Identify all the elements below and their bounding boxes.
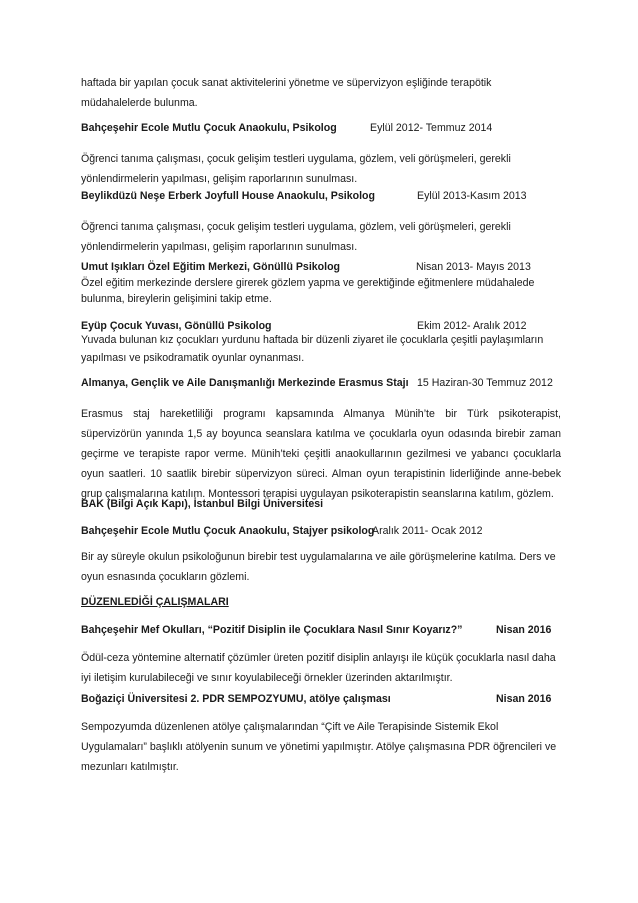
entry-date: Aralık 2011- Ocak 2012 bbox=[372, 525, 483, 537]
text-line: oyun esnasında çocukların gözlemi. bbox=[81, 571, 250, 583]
text-line: geçirme ve terapiste rapor verme. Münih’teki çeşitli anaokullarının gezilmesi ve yabancı çocuklarla bbox=[81, 448, 561, 460]
text-line: Öğrenci tanıma çalışması, çocuk gelişim testleri uygulama, gözlem, veli görüşmeleri, gerekli bbox=[81, 153, 511, 165]
entry-date: Nisan 2016 bbox=[496, 624, 552, 636]
entry-description bbox=[81, 217, 561, 257]
entry-title: Umut Işıkları Özel Eğitim Merkezi, Gönüllü Psikolog bbox=[81, 261, 341, 273]
entry-description bbox=[81, 547, 561, 587]
text-line: yönlendirmelerin yapılması, gelişim raporlarının sunulması. bbox=[81, 241, 358, 253]
entry-heading bbox=[81, 373, 561, 393]
entry-heading bbox=[81, 316, 561, 336]
entry-date: Eylül 2012- Temmuz 2014 bbox=[370, 122, 493, 134]
text-line: Ödül-ceza yöntemine alternatif çözümler üreten pozitif disiplin anlayışı ile küçük çocuklarla nasıl daha bbox=[81, 652, 556, 664]
entry-title: Eyüp Çocuk Yuvası, Gönüllü Psikolog bbox=[81, 320, 272, 332]
entry-heading bbox=[81, 521, 561, 541]
entry-title: Bahçeşehir Ecole Mutlu Çocuk Anaokulu, Psikolog bbox=[81, 122, 337, 134]
text-line: Erasmus staj hareketliliği programı kapsamında Almanya Münih’te bir Türk psikoterapist, bbox=[81, 408, 561, 420]
entry-date: Eylül 2013-Kasım 2013 bbox=[417, 190, 527, 202]
entry-date: Nisan 2013- Mayıs 2013 bbox=[416, 261, 531, 273]
entry-date: Nisan 2016 bbox=[496, 693, 552, 705]
entry-heading bbox=[81, 186, 561, 206]
text-line: mezunları katılmıştır. bbox=[81, 761, 179, 773]
text-line: iyi iletişim kurulabileceği ve sınır koyulabileceği örnekler üzerinden aktarılmıştır. bbox=[81, 672, 453, 684]
text-line: oyun saatleri. 10 saatlik birebir süpervizyon süreci. Alman oyun terapistinin liderliğinde anne-bebek bbox=[81, 468, 561, 480]
entry-description bbox=[81, 717, 561, 777]
text-line: Sempozyumda düzenlenen atölye çalışmalarından “Çift ve Aile Terapisinde Sistemik Ekol bbox=[81, 721, 499, 733]
entry-heading bbox=[81, 689, 561, 709]
text-line: haftada bir yapılan çocuk sanat aktivitelerini yönetme ve süpervizyon eşliğinde terapötik bbox=[81, 77, 492, 89]
entry-description bbox=[81, 277, 561, 308]
bak-heading-text: BAK (Bilgi Açık Kapı), İstanbul Bilgi Üniversitesi bbox=[81, 498, 324, 510]
entry-description bbox=[81, 149, 561, 189]
text-line: müdahalelerde bulunma. bbox=[81, 97, 198, 109]
text-line: yönlendirmelerin yapılması, gelişim raporlarının sunulması. bbox=[81, 173, 358, 185]
bak-heading bbox=[81, 494, 561, 514]
entry-description bbox=[81, 334, 561, 369]
entry-title: Bahçeşehir Ecole Mutlu Çocuk Anaokulu, Stajyer psikolog bbox=[81, 525, 375, 537]
text-line: bulunma, bireylerin gelişimini takip etme. bbox=[81, 293, 272, 305]
entry-title: Bahçeşehir Mef Okulları, “Pozitif Disiplin ile Çocuklara Nasıl Sınır Koyarız?” bbox=[81, 624, 463, 636]
text-line: grup çalışmalarına katılım. Montessori terapisi uygulayan psikoterapistin seanslarına katılım, gözlem. bbox=[81, 488, 554, 500]
entry-heading bbox=[81, 118, 561, 138]
text-line: yapılması ve psikodramatik oyunlar oynanması. bbox=[81, 352, 305, 364]
entry-description bbox=[81, 648, 561, 688]
text-line: Yuvada bulunan kız çocukları yurdunu haftada bir düzenli ziyaret ile çocuklarla çeşitli paylaşımların bbox=[81, 334, 544, 346]
text-line: Öğrenci tanıma çalışması, çocuk gelişim testleri uygulama, gözlem, veli görüşmeleri, gerekli bbox=[81, 221, 511, 233]
text-line: süpervizörün yanında 1,5 ay boyunca seanslara katılma ve çocuklarla oyun odasında birebir zaman bbox=[81, 428, 561, 440]
entry-heading bbox=[81, 257, 561, 277]
entry-title: Boğaziçi Üniversitesi 2. PDR SEMPOZYUMU, atölye çalışması bbox=[81, 693, 391, 705]
text-line: Uygulamaları” başlıklı atölyenin sunum ve yönetimi yapılmıştır. Atölye çalışmasına PDR öğrencileri ve bbox=[81, 741, 557, 753]
text-line: Bir ay süreyle okulun psikoloğunun birebir test uygulamalarına ve aile görüşmelerine katılma. Ders ve bbox=[81, 551, 556, 563]
entry-title: Beylikdüzü Neşe Erberk Joyfull House Anaokulu, Psikolog bbox=[81, 190, 375, 202]
intro-paragraph bbox=[81, 73, 561, 113]
section-title: DÜZENLEDİĞİ ÇALIŞMALARI bbox=[81, 596, 229, 608]
entry-heading bbox=[81, 620, 561, 640]
text-line: Özel eğitim merkezinde derslere girerek gözlem yapma ve gerektiğinde eğitmenlere müdahalede bbox=[81, 277, 535, 289]
entry-title: Almanya, Gençlik ve Aile Danışmanlığı Merkezinde Erasmus Stajı bbox=[81, 377, 409, 389]
entry-date: Ekim 2012- Aralık 2012 bbox=[417, 320, 527, 332]
entry-date: 15 Haziran-30 Temmuz 2012 bbox=[417, 377, 553, 389]
entry-description bbox=[81, 404, 561, 504]
